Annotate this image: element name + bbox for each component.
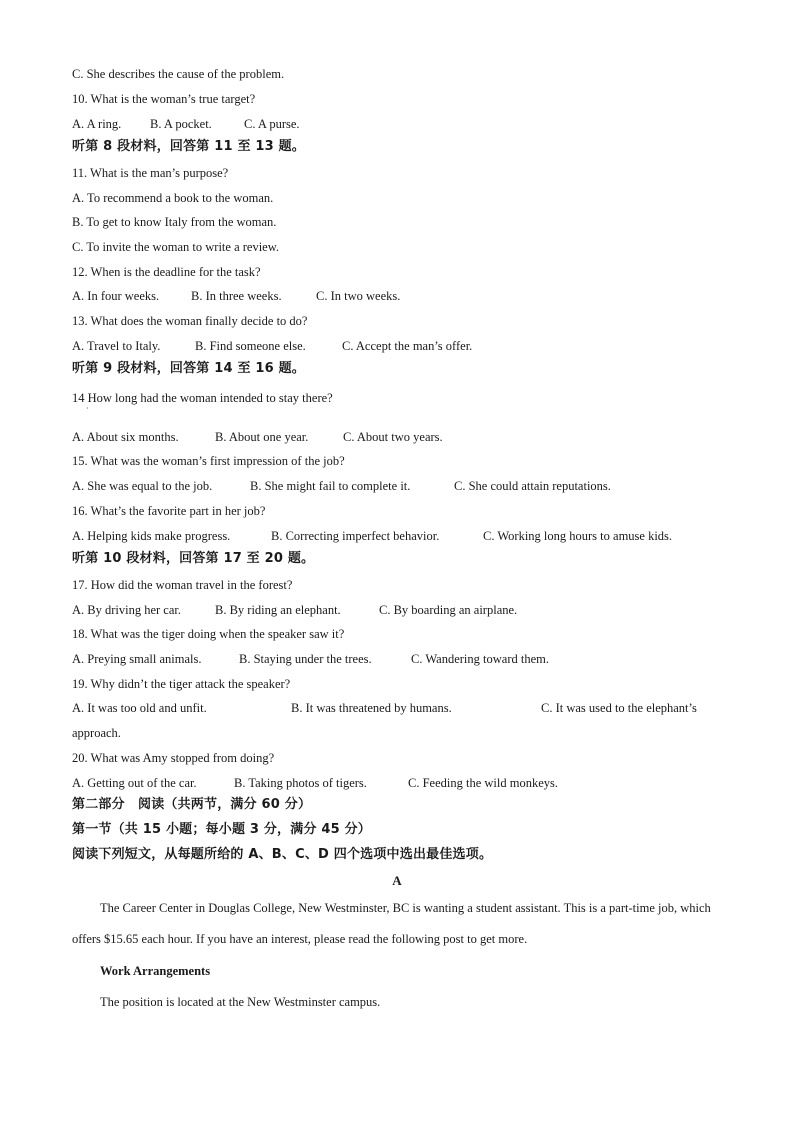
q11-option-c: C. To invite the woman to write a review. <box>72 240 280 254</box>
passage-line-1: The position is located at the New Westminster campus. <box>100 995 381 1009</box>
passage-letter: A <box>392 873 402 888</box>
q12-question: 12. When is the deadline for the task? <box>72 265 261 279</box>
part-2-heading: 第二部分 阅读（共两节，满分 60 分） <box>72 797 312 812</box>
q11-option-b: B. To get to know Italy from the woman. <box>72 215 277 229</box>
q19-continuation: approach. <box>72 726 121 740</box>
q18-options <box>72 651 734 667</box>
q19-option-b: B. It was threatened by humans. <box>291 701 452 715</box>
q17-options <box>72 602 734 618</box>
section-8-heading: 听第 8 段材料，回答第 11 至 13 题。 <box>72 139 305 154</box>
q12-options <box>72 288 734 304</box>
q20-options <box>72 775 734 791</box>
q16-question: 16. What’s the favorite part in her job? <box>72 504 266 518</box>
q19-options <box>72 700 734 716</box>
q15-option-a: A. She was equal to the job. <box>72 479 213 493</box>
q20-option-b: B. Taking photos of tigers. <box>234 776 367 790</box>
q9-option-c: C. She describes the cause of the problem. <box>72 67 285 81</box>
q20-option-c: C. Feeding the wild monkeys. <box>408 776 558 790</box>
q15-option-c: C. She could attain reputations. <box>454 479 611 493</box>
q14-option-c: C. About two years. <box>343 430 443 444</box>
q14-option-b: B. About one year. <box>215 430 309 444</box>
q13-options <box>72 338 734 354</box>
q16-option-b: B. Correcting imperfect behavior. <box>271 529 440 543</box>
q15-question: 15. What was the woman’s first impression of the job? <box>72 454 345 468</box>
q13-question: 13. What does the woman finally decide to do? <box>72 314 308 328</box>
q10-option-a: A. A ring. <box>72 117 122 131</box>
q10-options <box>72 116 734 132</box>
q13-option-c: C. Accept the man’s offer. <box>342 339 473 353</box>
q11-question: 11. What is the man’s purpose? <box>72 166 229 180</box>
q20-option-a: A. Getting out of the car. <box>72 776 197 790</box>
q17-question: 17. How did the woman travel in the forest? <box>72 578 293 592</box>
q18-question: 18. What was the tiger doing when the speaker saw it? <box>72 627 345 641</box>
q19-option-c: C. It was used to the elephant’s <box>541 701 697 715</box>
q16-option-c: C. Working long hours to amuse kids. <box>483 529 673 543</box>
q14-question: 14 How long had the woman intended to stay there? <box>72 391 333 405</box>
q13-option-b: B. Find someone else. <box>195 339 306 353</box>
q18-option-b: B. Staying under the trees. <box>239 652 372 666</box>
q15-options <box>72 478 734 494</box>
q16-options <box>72 528 734 544</box>
q10-option-b: B. A pocket. <box>150 117 212 131</box>
reading-instruction: 阅读下列短文，从每题所给的 A、B、C、D 四个选项中选出最佳选项。 <box>72 847 493 862</box>
q12-option-a: A. In four weeks. <box>72 289 160 303</box>
q18-option-c: C. Wandering toward them. <box>411 652 549 666</box>
q19-question: 19. Why didn’t the tiger attack the speaker? <box>72 677 291 691</box>
q20-question: 20. What was Amy stopped from doing? <box>72 751 275 765</box>
q17-option-a: A. By driving her car. <box>72 603 182 617</box>
q12-option-b: B. In three weeks. <box>191 289 282 303</box>
q17-option-b: B. By riding an elephant. <box>215 603 341 617</box>
q15-option-b: B. She might fail to complete it. <box>250 479 411 493</box>
stray-dot: · <box>86 404 89 413</box>
q18-option-a: A. Preying small animals. <box>72 652 202 666</box>
passage-subheading: Work Arrangements <box>100 964 211 978</box>
q12-option-c: C. In two weeks. <box>316 289 401 303</box>
passage-intro: The Career Center in Douglas College, New Westminster, BC is wanting a student assistant. This is a part-time job, which offers $15.65 each hour. If you have an interest, please read the following post to get more. <box>72 901 711 946</box>
q10-option-c: C. A purse. <box>244 117 300 131</box>
q14-option-a: A. About six months. <box>72 430 179 444</box>
q19-option-a: A. It was too old and unfit. <box>72 701 207 715</box>
q16-option-a: A. Helping kids make progress. <box>72 529 231 543</box>
section-1-heading: 第一节（共 15 小题；每小题 3 分，满分 45 分） <box>72 822 371 837</box>
q10-question: 10. What is the woman’s true target? <box>72 92 256 106</box>
q17-option-c: C. By boarding an airplane. <box>379 603 518 617</box>
q13-option-a: A. Travel to Italy. <box>72 339 161 353</box>
section-9-heading: 听第 9 段材料，回答第 14 至 16 题。 <box>72 361 305 376</box>
q11-option-a: A. To recommend a book to the woman. <box>72 191 274 205</box>
section-10-heading: 听第 10 段材料，回答第 17 至 20 题。 <box>72 551 315 566</box>
q14-options <box>72 429 734 445</box>
